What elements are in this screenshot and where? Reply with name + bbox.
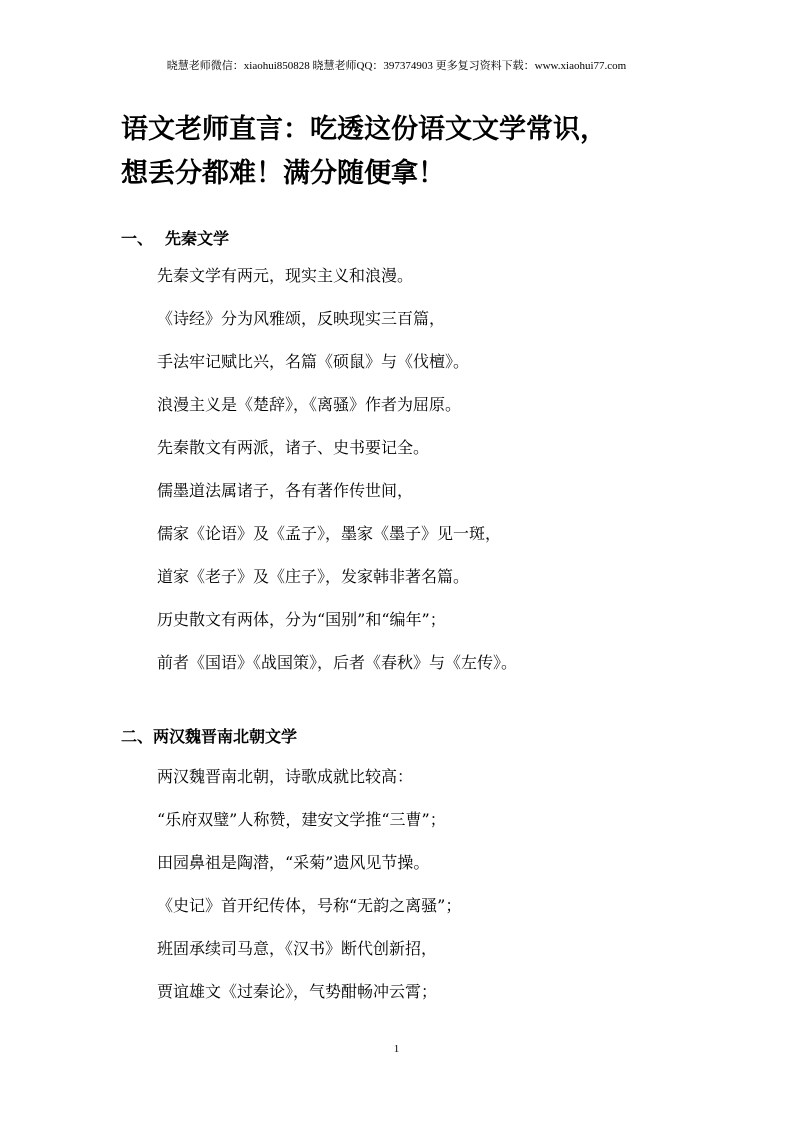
page-number: 1 [393, 1043, 400, 1055]
title-line-1: 语文老师直言：吃透这份语文文学常识， [121, 114, 607, 145]
verse-line: 先秦文学有两元，现实主义和浪漫。 [157, 266, 414, 285]
verse-line: 贾谊雄文《过秦论》，气势酣畅冲云霄； [157, 982, 438, 1001]
document-title [121, 108, 681, 196]
verse-line: 手法牢记赋比兴，名篇《硕鼠》与《伐檀》。 [157, 352, 470, 371]
page-header: 晓慧老师微信：xiaohui850828 晓慧老师QQ：397374903 更多复习资料下载：www.xiaohui77.com [166, 60, 627, 72]
verse-line: 前者《国语》《战国策》，后者《春秋》与《左传》。 [157, 653, 518, 672]
section-verses-pre-qin [157, 266, 517, 696]
section-title: 两汉魏晋南北朝文学 [153, 727, 298, 746]
section-title: 先秦文学 [165, 229, 230, 248]
section-heading-pre-qin [121, 229, 229, 249]
verse-line: 田园鼻祖是陶潜，“采菊”遗风见节操。 [157, 853, 430, 872]
verse-line: 浪漫主义是《楚辞》，《离骚》作者为屈原。 [157, 395, 462, 414]
verse-line: 儒家《论语》及《孟子》，墨家《墨子》见一斑， [157, 524, 502, 543]
verse-line: 历史散文有两体，分为“国别”和“编年”； [157, 610, 446, 629]
verse-line: 两汉魏晋南北朝，诗歌成就比较高： [157, 767, 414, 786]
section-number: 二、 [121, 727, 154, 746]
verse-line: 儒墨道法属诸子，各有著作传世间， [157, 481, 414, 500]
section-number: 一、 [121, 229, 154, 248]
verse-line: 《史记》首开纪传体，号称“无韵之离骚”； [157, 896, 462, 915]
verse-line: 先秦散文有两派，诸子、史书要记全。 [157, 438, 430, 457]
verse-line: 班固承续司马意，《汉书》断代创新招， [157, 939, 438, 958]
verse-line: 道家《老子》及《庄子》，发家韩非著名篇。 [157, 567, 470, 586]
verse-line: “乐府双璧”人称赞，建安文学推“三曹”； [157, 810, 446, 829]
section-heading-han-wei-jin [121, 727, 297, 747]
section-verses-han-wei-jin [157, 767, 461, 1025]
title-line-2: 想丢分都难！满分随便拿！ [121, 158, 445, 189]
verse-line: 《诗经》分为风雅颂，反映现实三百篇， [157, 309, 446, 328]
